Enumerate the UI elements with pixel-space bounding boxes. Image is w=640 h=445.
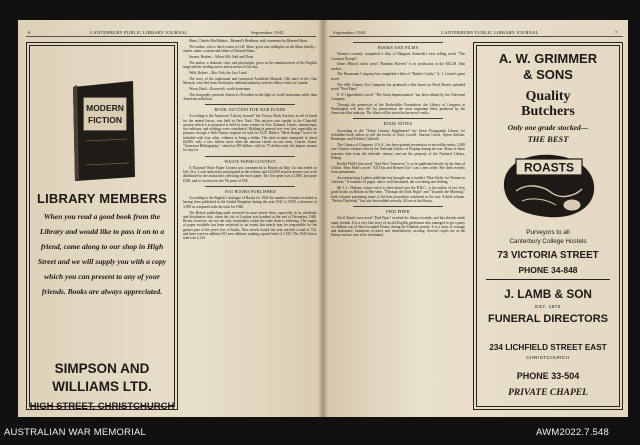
article-paragraph: E. P. Oppenheim's novel "The Great Impersonation" has been filmed by the Universal Company. bbox=[331, 92, 465, 101]
shop-name-line2: WILLIAMS LTD. bbox=[52, 379, 152, 394]
lamb-name: J. LAMB & SON bbox=[504, 287, 592, 301]
article-paragraph: The Library of Congress, U.S.A., has been granted permission to microfilm nearly 2,000 rare Chinese volumes lent by the National Library of Peiping during the war. Many of these treasures date from the eleventh century, and are the property of the National Library, Peking. bbox=[331, 143, 465, 160]
quality-butchers: Quality Butchers bbox=[521, 89, 575, 119]
library-members-body: When you read a good book from the Library and would like to pass it on to a friend, come along to our shop in High Street and we will supply you with a copy which you can present to any of your friends. Books are always appreciated. bbox=[37, 212, 167, 296]
lamb-city: CHRISTCHURCH bbox=[526, 356, 570, 361]
ad-divider bbox=[486, 279, 610, 280]
article-paragraph: James Hilton's latest novel "Random Harvest" is in production at the M.G.M. film studios. bbox=[331, 62, 465, 71]
grimmer-phone: PHONE 34-848 bbox=[518, 265, 578, 275]
right-page bbox=[323, 20, 628, 417]
college-hostels-line: Canterbury College Hostels bbox=[509, 238, 587, 245]
section-heading: BOOKS AND FILMS bbox=[377, 45, 419, 50]
article-paragraph: Wild, Robert—Mac Nab, the Last Laird. bbox=[189, 70, 248, 75]
article-paragraph: A National Waste Paper Contest was commenced in Britain on May 1st and ended on July 31st. Local authorities participated in the scheme and £23,000 in prize money was to be distributed to the authorities collecting the most paper. The first prize was £1,000, 2nd prize £500, and so on down to the 7th prize of £50. bbox=[183, 165, 317, 183]
funeral-directors: FUNERAL DIRECTORS bbox=[488, 313, 608, 325]
shop-name-line1: SIMPSON AND bbox=[54, 361, 150, 376]
left-running-head: CANTERBURY PUBLIC LIBRARY JOURNAL bbox=[90, 30, 188, 35]
article-paragraph: Warner's recently completed a film of Margaret Kennedy's best selling novel "The Constant Nymph." bbox=[331, 52, 465, 61]
article-paragraph: The story of the unpleasant and tyrannical Archibald Macnab, 13th laird of the Clan Macnab, who fled from Scotland to demand authority over his fellow exiles in Canada. bbox=[183, 76, 317, 85]
roasts-meat-illustration bbox=[496, 147, 602, 223]
private-chapel: PRIVATE CHAPEL bbox=[508, 388, 588, 398]
article-paragraph: The author, who is third cousin to G.B. Shaw, gives rare sidelights on the Shaw family—uncles, aunts, cousins and father of Bernard Shaw. bbox=[183, 44, 317, 54]
lamb-established: EST. 1872 bbox=[535, 305, 561, 310]
modern-fiction-book-illustration bbox=[63, 79, 141, 183]
section-rule bbox=[205, 104, 295, 105]
article-paragraph: Mr J. L. Hodson, whose voice is often heard over the B.B.C., is the author of two very good books on Britain in War-time, "Through the Dark Night" and "Towards the Morning," both volumes presenting some of the best journalism combined in the war. A third volume, "Before Daybreak," has also been added recently. All are at the library. bbox=[331, 186, 465, 203]
book-title-line2: FICTION bbox=[88, 115, 122, 125]
article-paragraph: The 20th Century Fox Company has produced a film based on Nevil Shute's splendid novel "Pied Piper." bbox=[331, 82, 465, 91]
article-paragraph: Through the generosity of the Rockefeller Foundation, the Library of Congress at Washington will now file for preservation the most important films produced by the American film industry. The films will be stored in fire-proof vaults. bbox=[331, 102, 465, 116]
right-page-number: 7 bbox=[615, 30, 618, 35]
grimmer-street: 73 VICTORIA STREET bbox=[497, 250, 599, 261]
left-page-number: 6 bbox=[28, 30, 31, 35]
archive-caption-left: AUSTRALIAN WAR MEMORIAL bbox=[4, 427, 147, 438]
archive-caption-right: AWM2022.7.548 bbox=[536, 427, 610, 438]
article-paragraph: The author, a dramatic critic and playwright, gives us his reminiscences of the English stage and the leading actors and actresses of his day. bbox=[183, 60, 317, 70]
section-rule bbox=[353, 42, 443, 43]
article-paragraph: This biography presents America's President in the light of world statesman rather than American politician. bbox=[183, 92, 317, 101]
section-heading: BOOK AUCTION FOR WAR FUNDS bbox=[214, 107, 286, 113]
section-heading: WASTE PAPER CONTEST bbox=[224, 158, 276, 164]
right-date: September 1942 bbox=[333, 30, 366, 35]
library-members-heading: LIBRARY MEMBERS bbox=[36, 191, 168, 206]
section-heading: 1941 BOOKS PUBLISHED bbox=[224, 188, 276, 194]
simpson-williams-ad bbox=[26, 42, 178, 410]
article-paragraph: The British publishing trade received its most severe blow, especially in its wholesale and distributive side, when the city of London was bombed at the end of December, 1940. Books, however, are not the only commodity which the trade finds is suffering. The supply of paper available has been restricted to an extent that nearly may be responsible for the greater part of the year's loss of books. New novels issued last year reached a total of 722, and there were in addition 811 new editions, making a grand total of 1,533. The 1940 fiction total was 2,120. bbox=[183, 210, 317, 240]
article-paragraph: The Paramount Company has completed a film of "Butler's Castle," A. J. Cronin's great novel. bbox=[331, 72, 465, 81]
section-heading: BOOK NOTES bbox=[383, 121, 413, 127]
grade-tagline: Only one grade stocked— bbox=[507, 123, 589, 132]
right-head-rule bbox=[329, 36, 623, 37]
article-paragraph: Rachel Field's last novel "And Now Tomorrow" is to be published shortly by the firm of Collins. Miss Field's novel "All This and Heaven Too" was a best seller. She died recently from pneumonia. bbox=[331, 161, 465, 175]
section-rule bbox=[353, 118, 443, 119]
left-date: September 1942 bbox=[251, 30, 284, 35]
article-paragraph: According to the "Times Literary Supplement" the Great Propaganda Library for forbidden book sellers to sell the books of Zola, Lowell, Sinclair Lewis, Upton Sinclair, Remarque, and Erskine Caldwell. bbox=[331, 128, 465, 142]
journal-spread bbox=[18, 20, 628, 417]
article-paragraph: According to the American "Library Journal" the Victory Book Auction, in aid of funds for the armed forces, was held in New York. This auction was similar to the Churchill auction which it is proposed to hold in some centres in New Zealand. Letters, manuscripts, first editions, and etchings were contributed. Bidding in general was very low, especially on pictures, though a Walt Disney original cel sold for £125. Hitler's "Mein Kampf" had to be included with four other volumes to bring a dollar. The total receipts amounted to about £6,000, only a few dollars more than the amount raised on one item, Charles Evans' "American Bibliography," valued at 200 dollars, sold for 75 dollars only, the largest amount for any lot. bbox=[183, 114, 317, 153]
section-rule bbox=[205, 186, 295, 187]
shop-address: HIGH STREET, CHRISTCHURCH bbox=[29, 401, 175, 412]
binding-gutter bbox=[318, 20, 328, 417]
purveyors-line: Purveyors to all bbox=[526, 229, 570, 236]
section-rule bbox=[353, 206, 443, 207]
lamb-phone: PHONE 33-504 bbox=[516, 371, 580, 381]
grimmer-lamb-ad bbox=[473, 42, 623, 410]
article-paragraph: According to the English Catalogue of Books for 1941 the number of books recorded as having been published in the United Kingdom during the year 1941 is 5,858, a decrease of 3,059 as compared with the total for 1940. bbox=[183, 196, 317, 209]
roasts-label: ROASTS bbox=[523, 160, 575, 175]
section-heading: PIED PIPER bbox=[386, 209, 410, 215]
right-running-head: CANTERBURY PUBLIC LIBRARY JOURNAL bbox=[441, 30, 539, 35]
article-paragraph: Nevil Shute's new novel "Pied Piper" reached the library recently, and has already made many friends. It is a very fine story of an old English gentleman who managed to get a party of children out of Nazi-occupied France during the Dunkirk period. It is a story of courage and endurance, humorous at times and tremendously exciting. Several copies are at the library and are sure to be in demand. bbox=[331, 216, 465, 238]
article-paragraph: An enterprising London publisher has brought out a booklet "Hair Styles for Women in Uniform." It contains 32 pages, and is well illustrated, the cost being one shilling. bbox=[331, 176, 465, 185]
section-rule bbox=[205, 156, 295, 157]
left-page bbox=[18, 20, 323, 417]
article-paragraph: Woon, Basil—Roosevelt, world statesman. bbox=[189, 86, 251, 91]
the-best: THE BEST bbox=[527, 134, 569, 144]
lamb-street: 234 LICHFIELD STREET EAST bbox=[489, 343, 607, 352]
right-article-column bbox=[331, 39, 465, 415]
article-paragraph: Swann, Herbert—When All's Said and Done. bbox=[189, 54, 255, 59]
left-article-column bbox=[183, 39, 317, 415]
book-title-line1: MODERN bbox=[86, 103, 124, 113]
left-head-rule bbox=[26, 36, 316, 37]
grimmer-sons: & SONS bbox=[523, 67, 573, 82]
grimmer-name: A. W. GRIMMER bbox=[498, 51, 598, 66]
article-paragraph: Shaw, Charles MacMahon—Bernard's Brethren; with comments by Bernard Shaw. bbox=[189, 39, 309, 43]
